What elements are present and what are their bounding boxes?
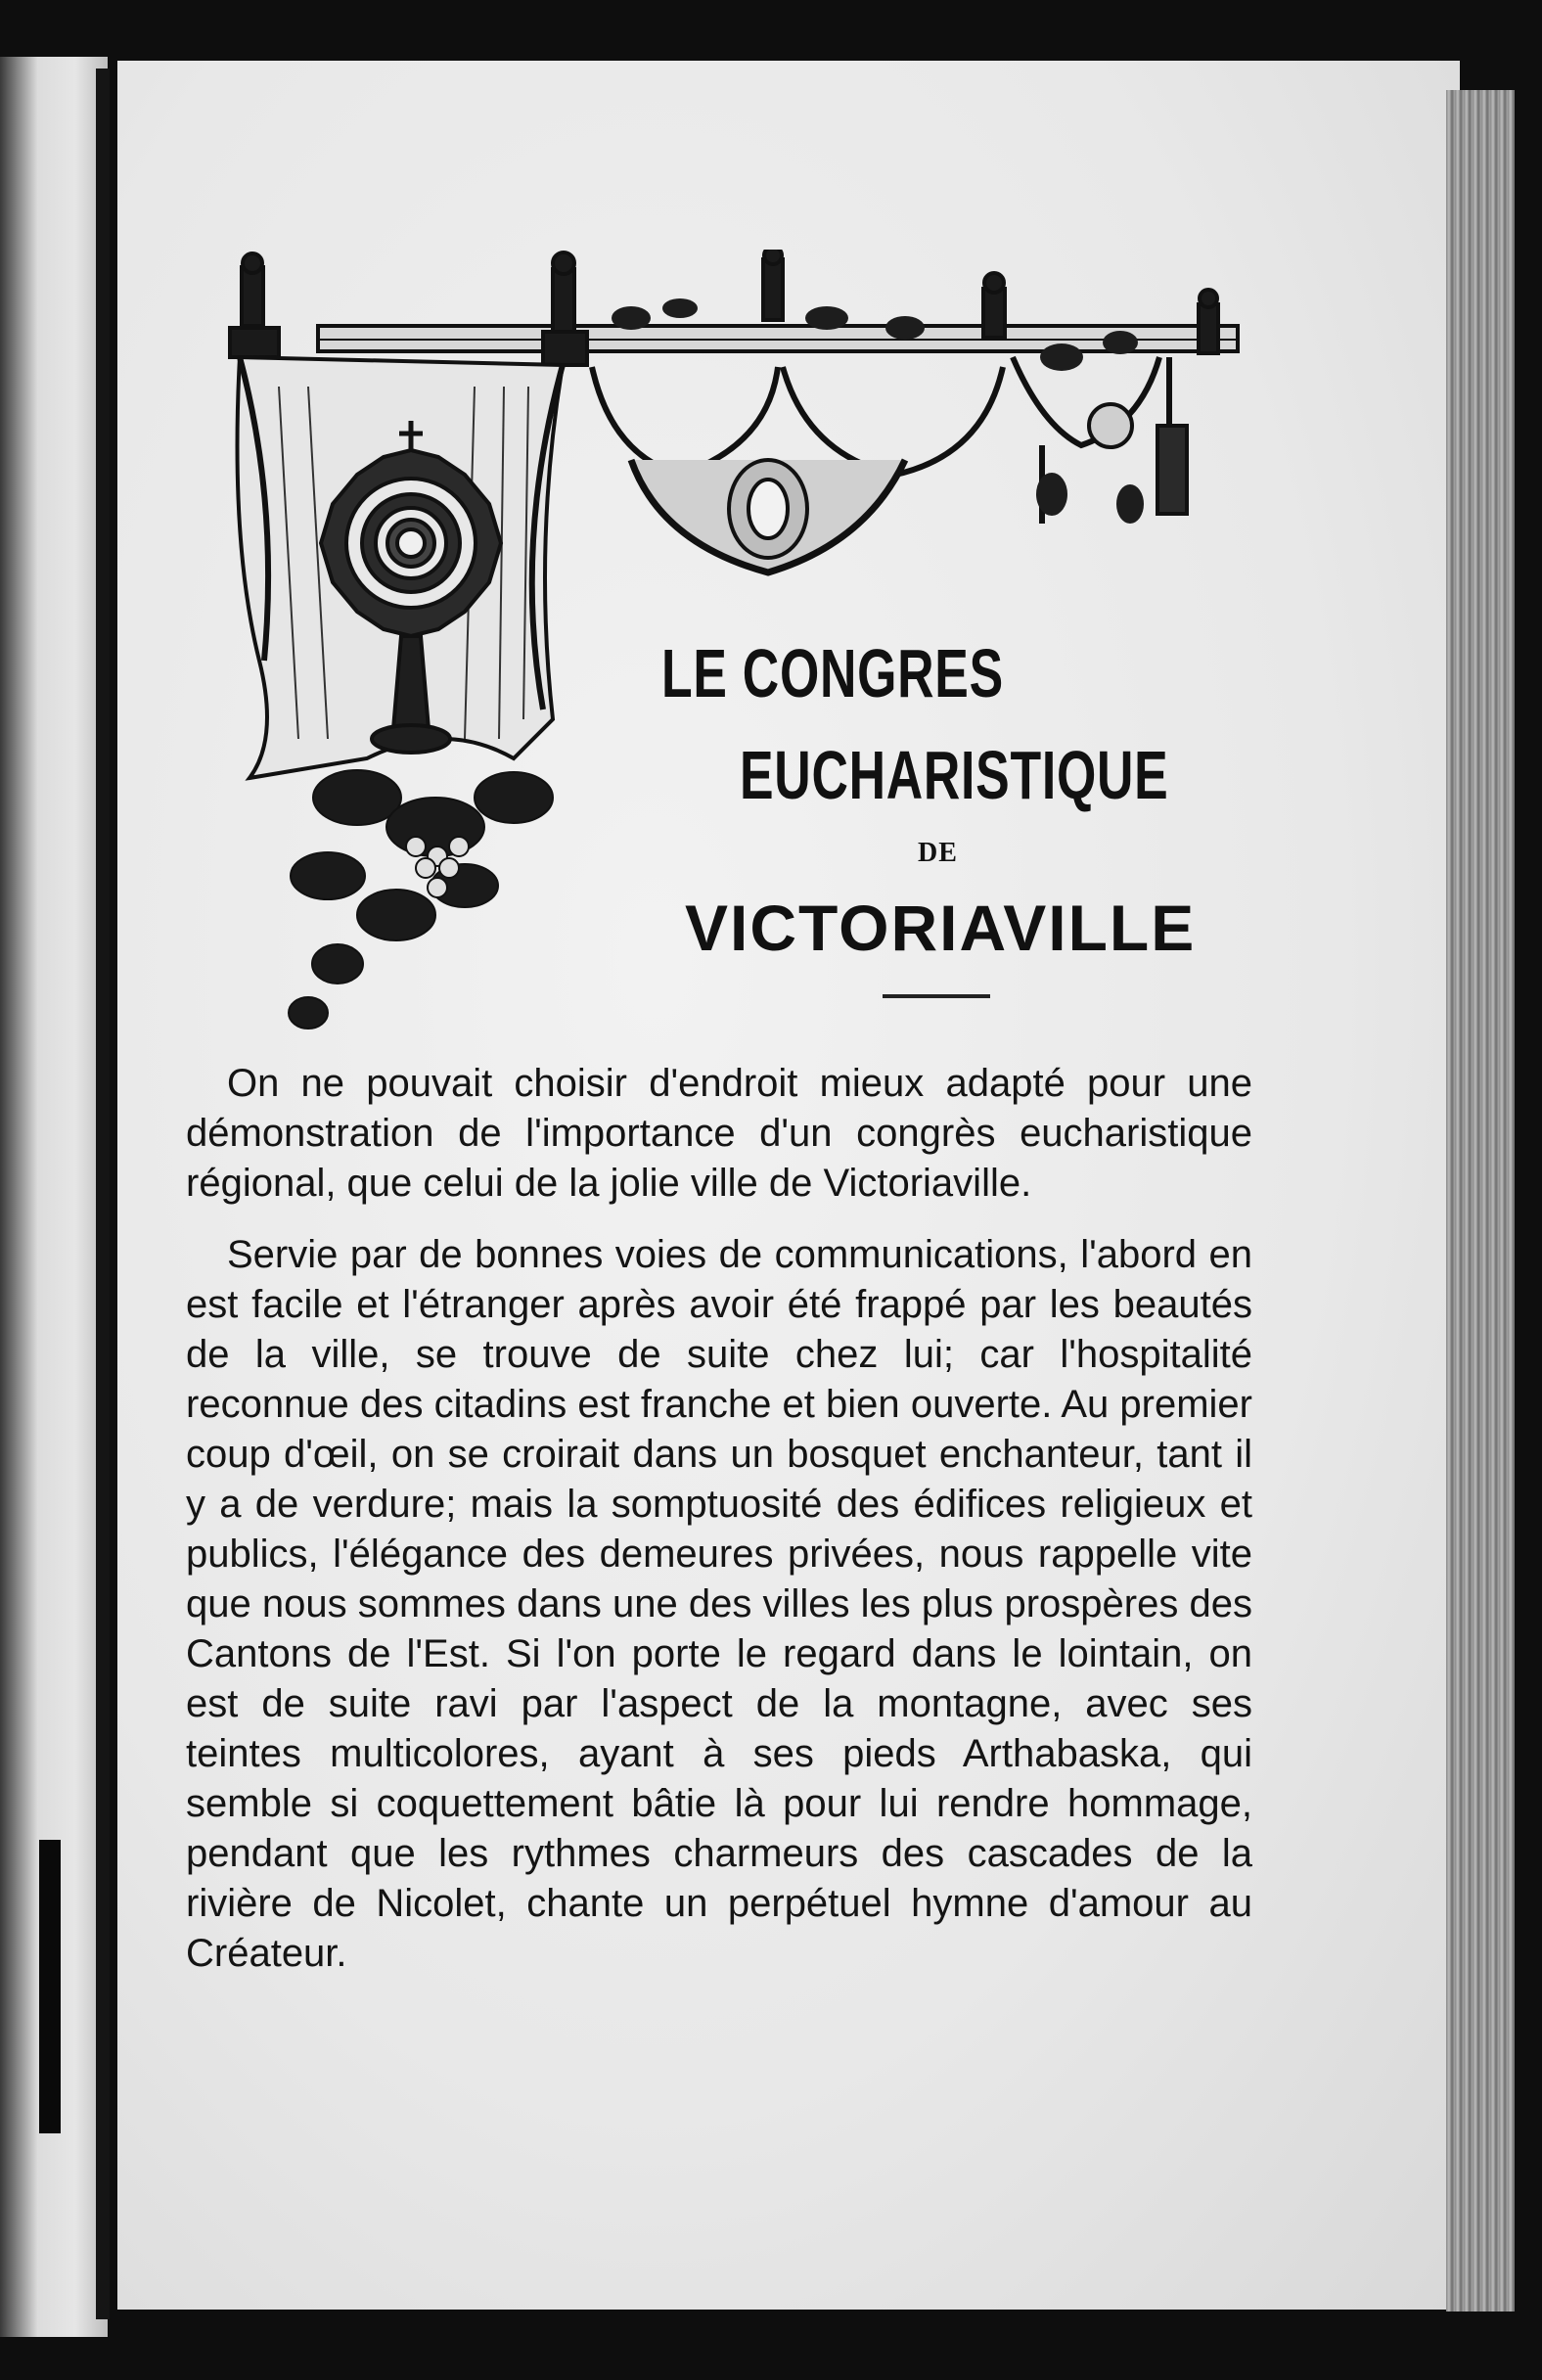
page-stack-edge bbox=[1446, 90, 1515, 2311]
heading-line-2: EUCHARISTIQUE bbox=[740, 737, 1169, 813]
paragraph: On ne pouvait choisir d'endroit mieux adapté pour une démonstration de l'importance d'un congrès eucharistique régional, que celui de la jolie ville de Victoriaville. bbox=[186, 1062, 1252, 1205]
previous-page-gutter bbox=[96, 69, 110, 2319]
heading-line-1: LE CONGRES bbox=[661, 635, 1004, 711]
paragraph: Servie par de bonnes voies de communications, l'abord en est facile et l'étranger après avoir été frappé par les beautés de la ville, se trouve de suite chez lui; car l'hospitalité reconnue des citadins est franche et bien ouverte. Au premier coup d'œil, on se croirait dans un bosquet enchanteur, tant il y a de verdure; mais la somptuosité des édifices religieux et publics, l'élégance des demeures privées, nous rappelle vite que nous sommes dans une des villes les plus prospères des Cantons de l'Est. Si l'on porte le regard dans le lointain, on est de suite ravi par l'aspect de la montagne, avec ses teintes multicolores, ayant à ses pieds Arthabaska, qui semble si coquettement bâtie là pour lui rendre hommage, pendant que les rythmes charmeurs des cascades de la rivière de Nicolet, chante un perpétuel hymne d'amour au Créateur. bbox=[186, 1233, 1252, 1975]
article-body bbox=[186, 1059, 1252, 2000]
gutter-shadow bbox=[39, 1840, 61, 2133]
heading-de: DE bbox=[918, 838, 958, 868]
heading-city: VICTORIAVILLE bbox=[685, 892, 1197, 964]
heading-divider bbox=[883, 994, 990, 998]
